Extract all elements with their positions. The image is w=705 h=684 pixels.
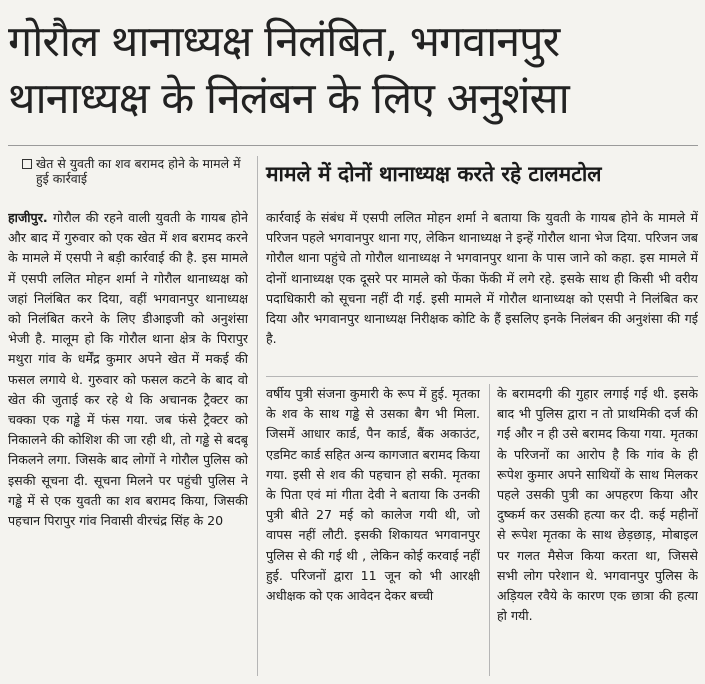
column-divider xyxy=(489,384,490,676)
subheadline: मामले में दोनों थानाध्यक्ष करते रहे टालमटोल xyxy=(266,162,602,186)
column-3-text: वर्षीय पुत्री संजना कुमारी के रूप में हुई. मृतका के शव के साथ गड्ढे से उसका बैग भी मिला. जिसमें आधार कार्ड, पैन कार्ड, बैंक अकाउंट, एडमिट कार्ड सहित अन्य कागजात बरामद किया गया. इसी से शव की पहचान हो सकी. मृतका के पिता एवं मां गीता देवी ने बताया कि उनकी पुत्री बीते 27 मई को कालेज गयी थी, जो वापस नहीं लौटी. इसकी शिकायत भगवानपुर पुलिस से की गई थी , लेकिन कोई करवाई नहीं हुई. परिजनों द्वारा 11 जून को भी आरक्षी अधीक्षक को एक आवेदन देकर बच्ची xyxy=(266,386,480,604)
column-divider xyxy=(257,156,258,676)
column-1-text: गोरौल की रहने वाली युवती के गायब होने और बाद में गुरुवार को एक खेत में शव बरामद करने के मामले में एसपी ने बड़ी कार्रवाई की है. इस मामले में एसपी ललित मोहन शर्मा ने गोरौल थानाध्यक्ष को जहां निलंबित कर दिया, वहीं भगवानपुर थानाध्यक्ष को निलंबित करने के लिए डीआइजी को अनुशंसा भेजी है. मालूम हो कि गोरौल थाना क्षेत्र के पिरापुर मथुरा गांव के धर्मेंद्र कुमार अपने खेत में मकई की फसल लगाये थे. गुरुवार को फसल कटने के बाद वो खेत की जुताई कर रहे थे कि अचानक ट्रैक्टर का चक्का एक गड्ढे में फंस गया. जब फंसे ट्रैक्टर को निकालने की कोशिश की जा रही थी, तो गड्ढे से बदबू निकलने लगा. जिसके बाद लोगों ने गोरौल पुलिस को इसकी सूचना दी. सूचना मिलने पर पहुंची पुलिस ने गड्ढे में से एक युवती का शव बरामद किया, जिसकी पहचान पिरापुर गांव निवासी वीरचंद्र सिंह के 20 xyxy=(8,210,248,529)
kicker-text: खेत से युवती का शव बरामद होने के मामले में हुई कार्रवाई xyxy=(36,156,241,186)
headline-line-2: थानाध्यक्ष के निलंबन के लिए अनुशंसा xyxy=(8,74,569,124)
dateline: हाजीपुर. xyxy=(8,210,48,225)
column-2-text: कार्रवाई के संबंध में एसपी ललित मोहन शर्मा ने बताया कि युवती के गायब होने के मामले में परिजन पहले भगवानपुर थाना गए, लेकिन थानाध्यक्ष ने इन्हें गोरौल थाना भेज दिया. परिजन जब गोरौल थाना पहुंचे तो गोरौल थानाध्यक्ष ने भगवानपुर थाना के पास जाने को कहा. इस मामले में दोनों थानाध्यक्ष एक दूसरे पर मामले को फेंका फेंकी में लगे रहे. इसके साथ ही किसी भी वरीय पदाधिकारी को सूचना नहीं दी गई. इसी मामले में गोरौल थानाध्यक्ष को एसपी ने निलंबित कर दिया और भगवानपुर थानाध्यक्ष निरीक्षक कोटि के हैं इसलिए इनके निलंबन की अनुशंसा की गई है. xyxy=(266,210,698,347)
column-2 xyxy=(266,208,698,370)
section-divider xyxy=(266,376,698,377)
headline-line-1: गोरौल थानाध्यक्ष निलंबित, भगवानपुर xyxy=(8,17,560,67)
headline xyxy=(8,14,698,128)
bullet-box-icon xyxy=(22,159,32,169)
column-4-text: के बरामदगी की गुहार लगाई गई थी. इसके बाद भी पुलिस द्वारा न तो प्राथमिकी दर्ज की गई और न ही उसे बरामद किया गया. मृतका के परिजनों का आरोप है कि गांव के ही रूपेश कुमार अपने साथियों के साथ मिलकर पहले उसकी पुत्री का अपहरण किया और दुष्कर्म कर उसकी हत्या कर दी. कई महीनों से रूपेश मृतका के साथ छेड़छाड़, मोबाइल पर गलत मैसेज किया करता था, जिससे सभी लोग परेशान थे. भगवानपुर पुलिस के अड़ियल रवैये के कारण एक छात्रा की हत्या हो गयी. xyxy=(497,386,698,624)
column-1 xyxy=(8,208,248,676)
column-4 xyxy=(497,384,698,676)
headline-rule xyxy=(8,145,698,146)
column-3 xyxy=(266,384,480,676)
kicker xyxy=(36,156,256,186)
